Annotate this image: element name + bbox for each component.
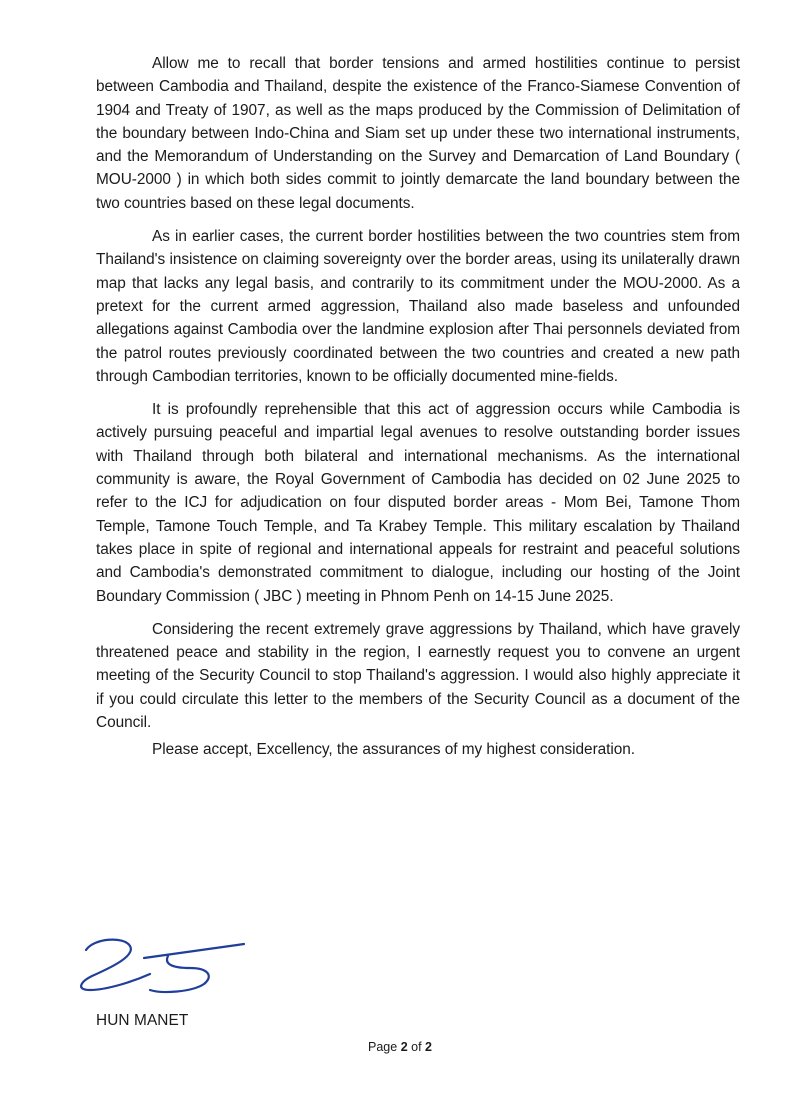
signer-name: HUN MANET [96,1012,189,1029]
page-separator: of [411,1040,422,1054]
page-number [0,1040,800,1054]
paragraph-aggression-context: It is profoundly reprehensible that this act of aggression occurs while Cambodia is actively pursuing peaceful and impartial legal avenues to resolve outstanding border issues with Thailand through both bilateral and international mechanisms. As the international community is aware, the Royal Government of Cambodia has decided on 02 June 2025 to refer to the ICJ for adjudication on four disputed border areas - Mom Bei, Tamone Thom Temple, Tamone Touch Temple, and Ta Krabey Temple. This military escalation by Thailand takes place in spite of regional and international appeals for restraint and peaceful solutions and Cambodia's demonstrated commitment to dialogue, including our hosting of the Joint Boundary Commission ( JBC ) meeting in Phnom Penh on 14-15 June 2025. [96,401,740,605]
paragraph-closing: Please accept, Excellency, the assurances of my highest consideration. [152,741,635,759]
paragraph-current-hostilities: As in earlier cases, the current border hostilities between the two countries stem from Thailand's insistence on claiming sovereignty over the border areas, using its unilaterally drawn map that lacks any legal basis, and contrarily to its commitment under the MOU-2000. As a pretext for the current armed aggression, Thailand also made baseless and unfounded allegations against Cambodia over the landmine explosion after Thai personnels deviated from the patrol routes previously coordinated between the two countries and created a new path through Cambodian territories, known to be officially documented mine-fields. [96,228,740,385]
page-total: 2 [425,1040,432,1054]
paragraph-border-history: Allow me to recall that border tensions and armed hostilities continue to persist between Cambodia and Thailand, despite the existence of the Franco-Siamese Convention of 1904 and Treaty of 1907, as well as the maps produced by the Commission of Delimitation of the boundary between Indo-China and Siam set up under these two international instruments, and the Memorandum of Understanding on the Survey and Demarcation of Land Boundary ( MOU-2000 ) in which both sides commit to jointly demarcate the land boundary between the two countries based on these legal documents. [96,55,740,212]
page-current: 2 [400,1040,408,1054]
handwritten-signature [72,928,252,1000]
letter-body [96,52,740,762]
paragraph-request: Considering the recent extremely grave aggressions by Thailand, which have gravely threatened peace and stability in the region, I earnestly request you to convene an urgent meeting of the Security Council to stop Thailand's aggression. I would also highly appreciate it if you could circulate this letter to the members of the Security Council as a document of the Council. [96,620,740,732]
page-prefix: Page [368,1040,398,1054]
